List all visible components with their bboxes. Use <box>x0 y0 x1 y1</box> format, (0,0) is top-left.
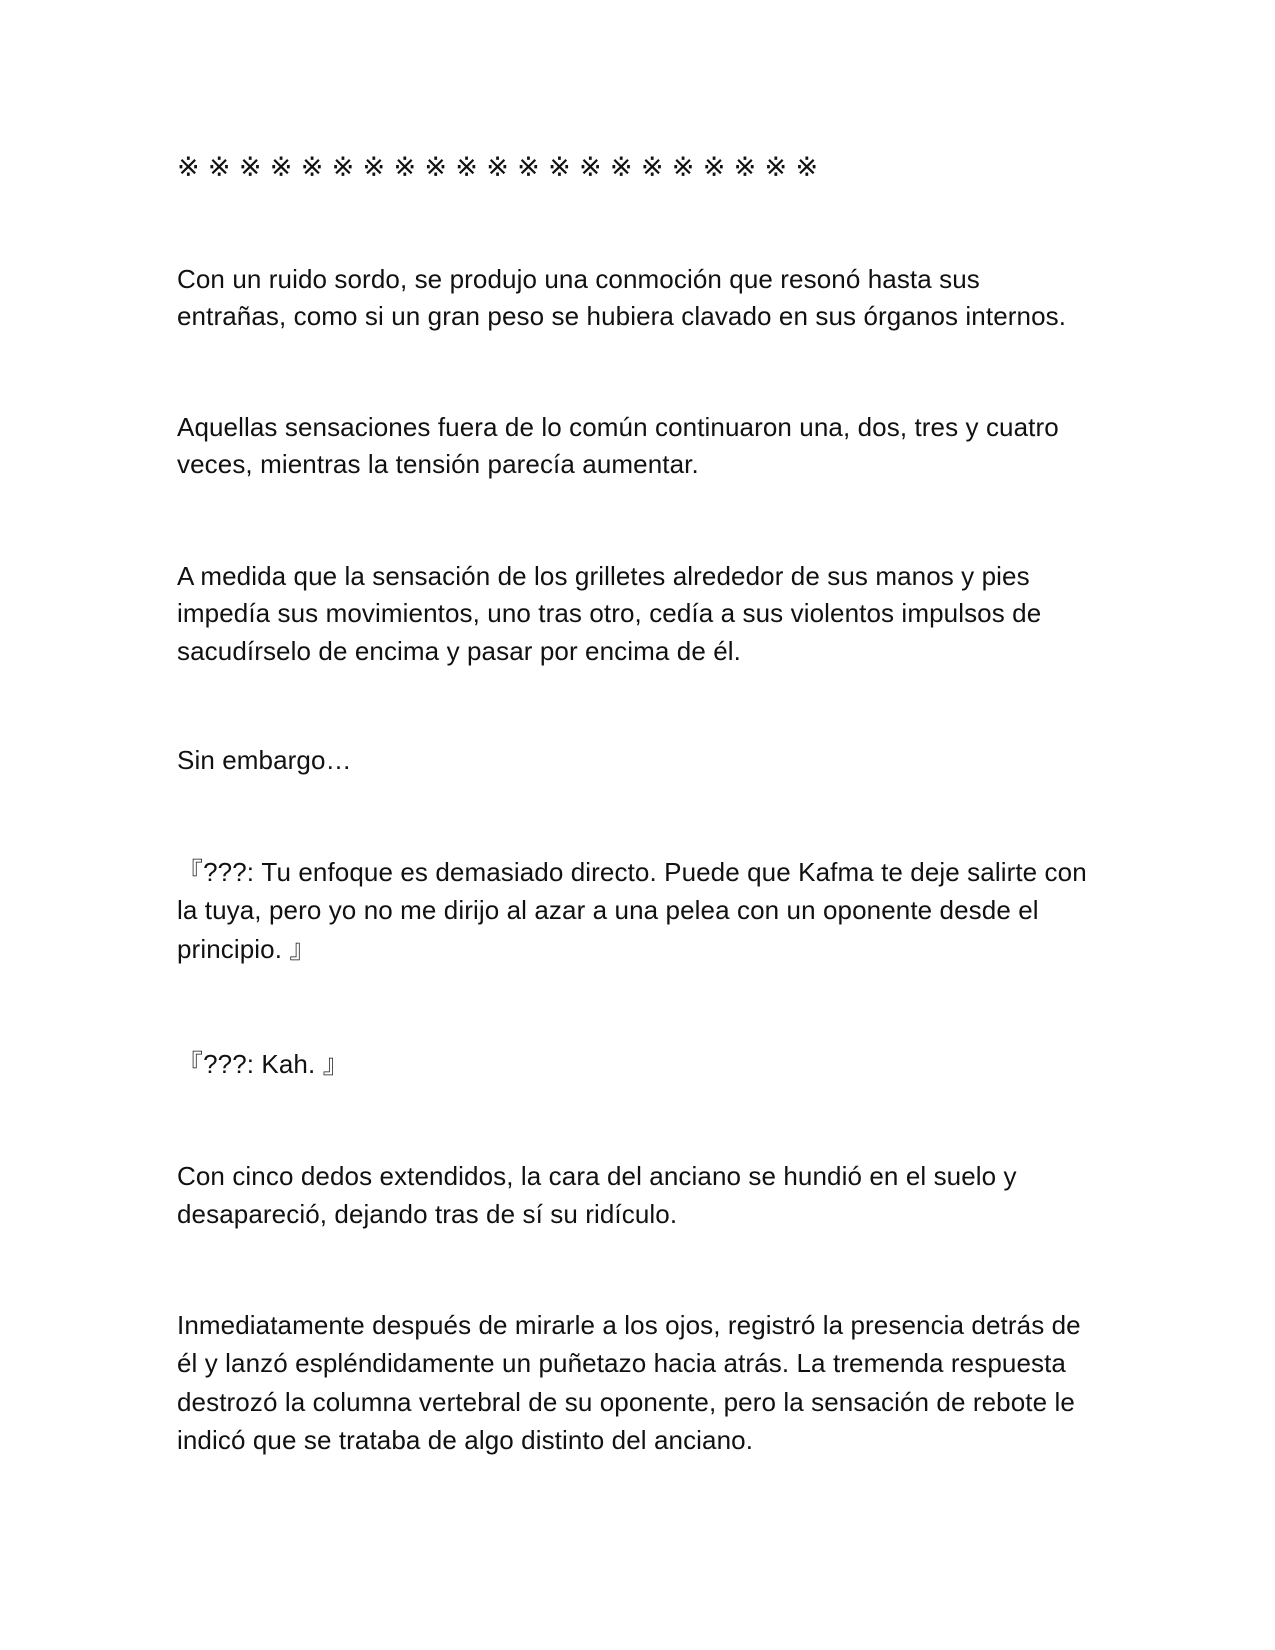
paragraph-1-line-2: entrañas, como si un gran peso se hubiera clavado en sus órganos internos. <box>177 301 1067 331</box>
paragraph-6-line-1: Inmediatamente después de mirarle a los ojos, registró la presencia detrás de <box>177 1310 1081 1340</box>
dialogue-1-line-2: la tuya, pero yo no me dirijo al azar a una pelea con un oponente desde el <box>177 895 1039 925</box>
paragraph-3-line-2: impedía sus movimientos, uno tras otro, cedía a sus violentos impulsos de <box>177 598 1042 628</box>
paragraph-3-line-3: sacudírselo de encima y pasar por encima de él. <box>177 636 741 666</box>
paragraph-2-line-2: veces, mientras la tensión parecía aumentar. <box>177 449 699 479</box>
paragraph-6-line-4: indicó que se trataba de algo distinto del anciano. <box>177 1425 754 1455</box>
paragraph-5-line-2: desapareció, dejando tras de sí su ridículo. <box>177 1199 678 1229</box>
dialogue-2-line-1: 『???: Kah. 』 <box>177 1049 349 1079</box>
paragraph-3-line-1: A medida que la sensación de los grilletes alrededor de sus manos y pies <box>177 561 1030 591</box>
paragraph-5-line-1: Con cinco dedos extendidos, la cara del anciano se hundió en el suelo y <box>177 1161 1017 1191</box>
dialogue-1-line-1: 『???: Tu enfoque es demasiado directo. Puede que Kafma te deje salirte con <box>177 857 1087 887</box>
paragraph-6-line-2: él y lanzó espléndidamente un puñetazo hacia atrás. La tremenda respuesta <box>177 1348 1066 1378</box>
section-separator: ※※※※※※※※※※※※※※※※※※※※※ <box>177 152 827 183</box>
paragraph-1-line-1: Con un ruido sordo, se produjo una conmoción que resonó hasta sus <box>177 264 980 294</box>
paragraph-4-line-1: Sin embargo… <box>177 745 352 775</box>
paragraph-2-line-1: Aquellas sensaciones fuera de lo común continuaron una, dos, tres y cuatro <box>177 412 1059 442</box>
dialogue-1-line-3: principio. 』 <box>177 934 316 964</box>
paragraph-6-line-3: destrozó la columna vertebral de su oponente, pero la sensación de rebote le <box>177 1387 1075 1417</box>
